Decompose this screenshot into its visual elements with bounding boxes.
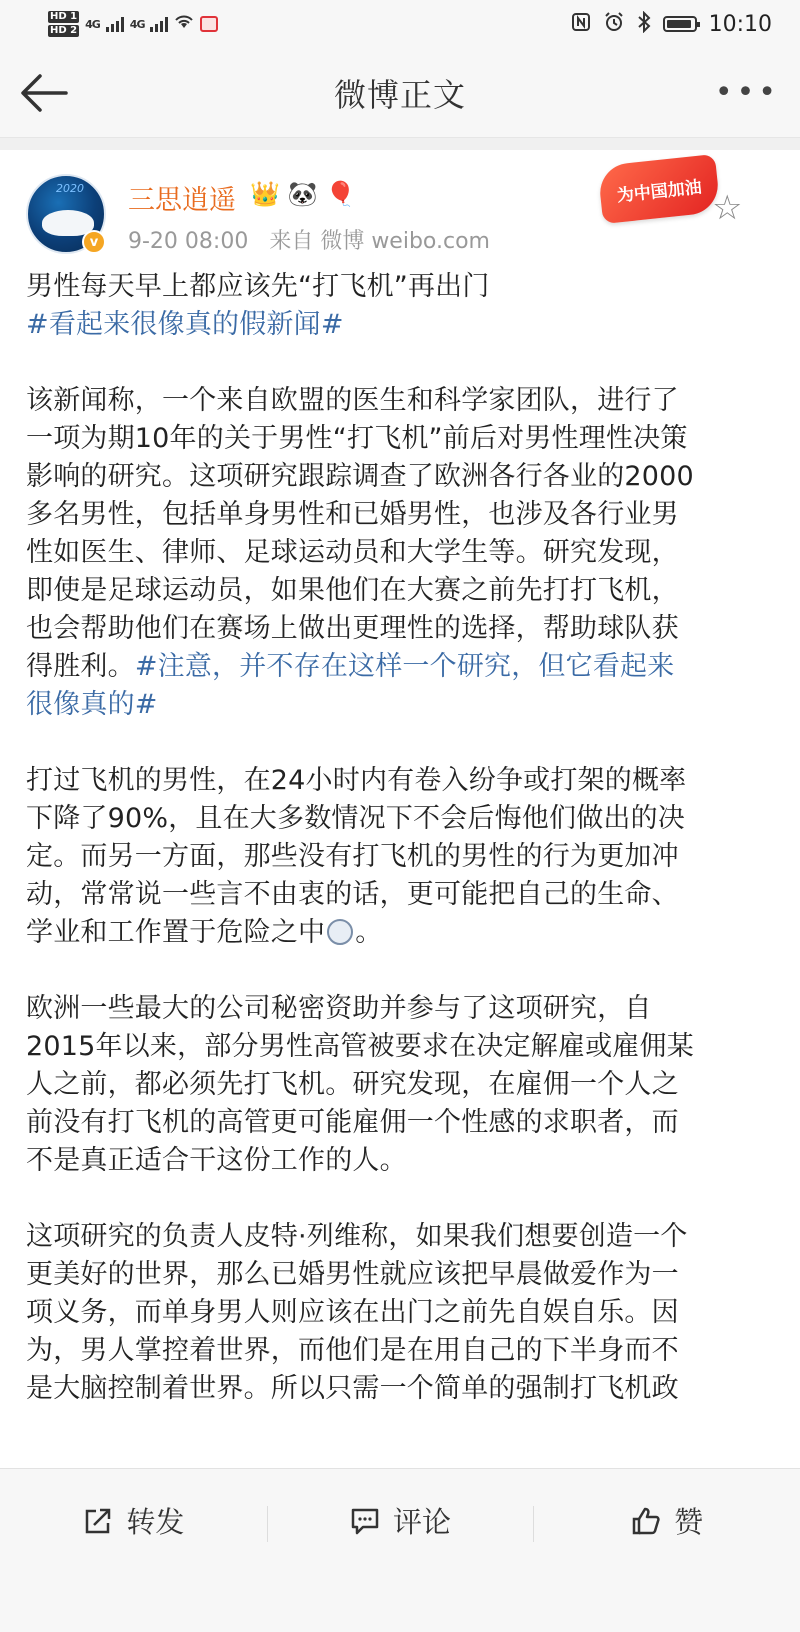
post-text: 欧洲一些最大的公司秘密资助并参与了这项研究，自 <box>26 993 652 1024</box>
post-text: 男性每天早上都应该先“打飞机”再出门 <box>26 271 490 302</box>
post-text-line <box>26 1256 770 1294</box>
paragraph-gap <box>26 344 770 382</box>
notification-icon <box>200 16 218 32</box>
post-text-line <box>26 610 770 648</box>
cheer-china-badge: 为中国加油 <box>597 154 720 224</box>
paragraph-gap <box>26 952 770 990</box>
post-text-line <box>26 1142 770 1180</box>
like-button[interactable] <box>533 1500 800 1541</box>
post-text: 一项为期10年的关于男性“打飞机”前后对男性理性决策 <box>26 423 688 454</box>
post-text: 多名男性，包括单身男性和已婚男性，也涉及各行业男 <box>26 499 679 530</box>
repost-label: 转发 <box>126 1505 185 1539</box>
post-text-line <box>26 458 770 496</box>
action-bar <box>0 1468 800 1572</box>
comment-label: 评论 <box>393 1505 452 1539</box>
verified-badge-icon: v <box>82 230 106 254</box>
post-text-line <box>26 762 770 800</box>
thumbs-up-icon <box>630 1505 662 1537</box>
signal-bars-2-icon <box>150 16 168 32</box>
post-text: 打过飞机的男性，在24小时内有卷入纷争或打架的概率 <box>26 765 687 796</box>
post-text: 更美好的世界，那么已婚男性就应该把早晨做爱作为一 <box>26 1259 679 1290</box>
topic-hashtag-link[interactable]: 很像真的# <box>26 689 158 720</box>
panda-badge-icon: 🐼 <box>287 180 318 208</box>
nav-bar <box>0 48 800 138</box>
topic-hashtag-link[interactable]: #看起来很像真的假新闻# <box>26 309 344 340</box>
post-text-tail: 。 <box>355 917 383 948</box>
clock: 10:10 <box>708 11 772 37</box>
post-text: 项义务，而单身男人则应该在出门之前先自娱自乐。因 <box>26 1297 679 1328</box>
post-text-line <box>26 306 770 344</box>
post-text-line <box>26 268 770 306</box>
page-title: 微博正文 <box>333 75 466 114</box>
paragraph-gap <box>26 724 770 762</box>
divider <box>0 138 800 150</box>
post-text-line <box>26 800 770 838</box>
user-badges <box>250 180 356 208</box>
wifi-icon <box>174 14 194 34</box>
post-text-line <box>26 420 770 458</box>
post-date: 9-20 08:00 <box>128 229 249 254</box>
post-source: 来自 微博 weibo.com <box>269 229 490 254</box>
post-text-line <box>26 1066 770 1104</box>
post-text: 影响的研究。这项研究跟踪调查了欧洲各行各业的2000 <box>26 461 694 492</box>
post-text-line <box>26 382 770 420</box>
post-text-line <box>26 1370 770 1408</box>
post-text: 下降了90%，且在大多数情况下不会后悔他们做出的决 <box>26 803 686 834</box>
post-text: 人之前，都必须先打飞机。研究发现，在雇佣一个人之 <box>26 1069 679 1100</box>
crown-badge-icon: 👑 <box>250 180 280 208</box>
post-text: 不是真正适合干这份工作的人。 <box>26 1145 407 1176</box>
like-label: 赞 <box>674 1505 704 1539</box>
post-text-line <box>26 1294 770 1332</box>
post-text: 前没有打飞机的高管更可能雇佣一个性感的求职者，而 <box>26 1107 679 1138</box>
post-text-line <box>26 648 770 686</box>
avatar-text: 2020 <box>56 182 84 195</box>
hd2-label: HD 2 <box>50 25 78 36</box>
favorite-star-icon[interactable]: ☆ <box>712 188 743 228</box>
comment-button[interactable] <box>267 1500 534 1541</box>
post-text-line <box>26 496 770 534</box>
post-text-line <box>26 1028 770 1066</box>
post-text: 定。而另一方面，那些没有打飞机的男性的行为更加冲 <box>26 841 679 872</box>
post-text: 是大脑控制着世界。所以只需一个简单的强制打飞机政 <box>26 1373 679 1404</box>
bottom-spacer <box>0 1572 800 1632</box>
repost-button[interactable] <box>0 1500 267 1541</box>
back-button[interactable] <box>18 70 70 116</box>
paragraph-gap <box>26 1180 770 1218</box>
post-text: 也会帮助他们在赛场上做出更理性的选择，帮助球队获 <box>26 613 679 644</box>
post-text-line <box>26 686 770 724</box>
post-text: 性如医生、律师、足球运动员和大学生等。研究发现， <box>26 537 679 568</box>
back-arrow-icon <box>18 70 70 116</box>
panda-emoji-icon <box>327 919 353 945</box>
post-text-line <box>26 1332 770 1370</box>
post-text-line <box>26 914 770 952</box>
signal-bars-icon <box>106 16 124 32</box>
post-text-line <box>26 1104 770 1142</box>
post-text: 得胜利。 <box>26 651 135 682</box>
signal-type-2: 4G <box>129 17 145 31</box>
nfc-icon <box>571 12 591 37</box>
post-text: 为，男人掌控着世界，而他们是在用自己的下半身而不 <box>26 1335 679 1366</box>
post-text: 即使是足球运动员，如果他们在大赛之前先打打飞机， <box>26 575 679 606</box>
post-text-line <box>26 876 770 914</box>
hd-indicator <box>48 10 79 38</box>
post-text-line <box>26 572 770 610</box>
bluetooth-icon <box>637 11 651 38</box>
post-meta <box>128 224 504 255</box>
topic-hashtag-link[interactable]: #注意，并不存在这样一个研究，但它看起来 <box>134 651 675 682</box>
username[interactable]: 三思逍遥 <box>128 185 236 216</box>
post-text: 这项研究的负责人皮特·列维称，如果我们想要创造一个 <box>26 1221 688 1252</box>
post-text: 2015年以来，部分男性高管被要求在决定解雇或雇佣某 <box>26 1031 694 1062</box>
battery-icon <box>663 16 697 32</box>
hd1-label: HD 1 <box>50 11 78 22</box>
post-header <box>0 150 800 260</box>
post-content <box>26 268 770 1408</box>
signal-type-1: 4G <box>85 17 100 31</box>
alarm-icon <box>603 11 625 38</box>
repost-icon <box>82 1505 114 1537</box>
balloon-badge-icon: 🎈 <box>325 180 356 208</box>
post-text: 该新闻称，一个来自欧盟的医生和科学家团队，进行了 <box>26 385 679 416</box>
status-bar <box>0 0 800 48</box>
post-text: 学业和工作置于危险之中 <box>26 917 326 948</box>
more-options-button[interactable]: ••• <box>714 75 780 110</box>
post-text-line <box>26 838 770 876</box>
post-text-line <box>26 1218 770 1256</box>
post-text-line <box>26 990 770 1028</box>
post-text-line <box>26 534 770 572</box>
post-text: 动，常常说一些言不由衷的话，更可能把自己的生命、 <box>26 879 679 910</box>
comment-icon <box>349 1505 381 1537</box>
